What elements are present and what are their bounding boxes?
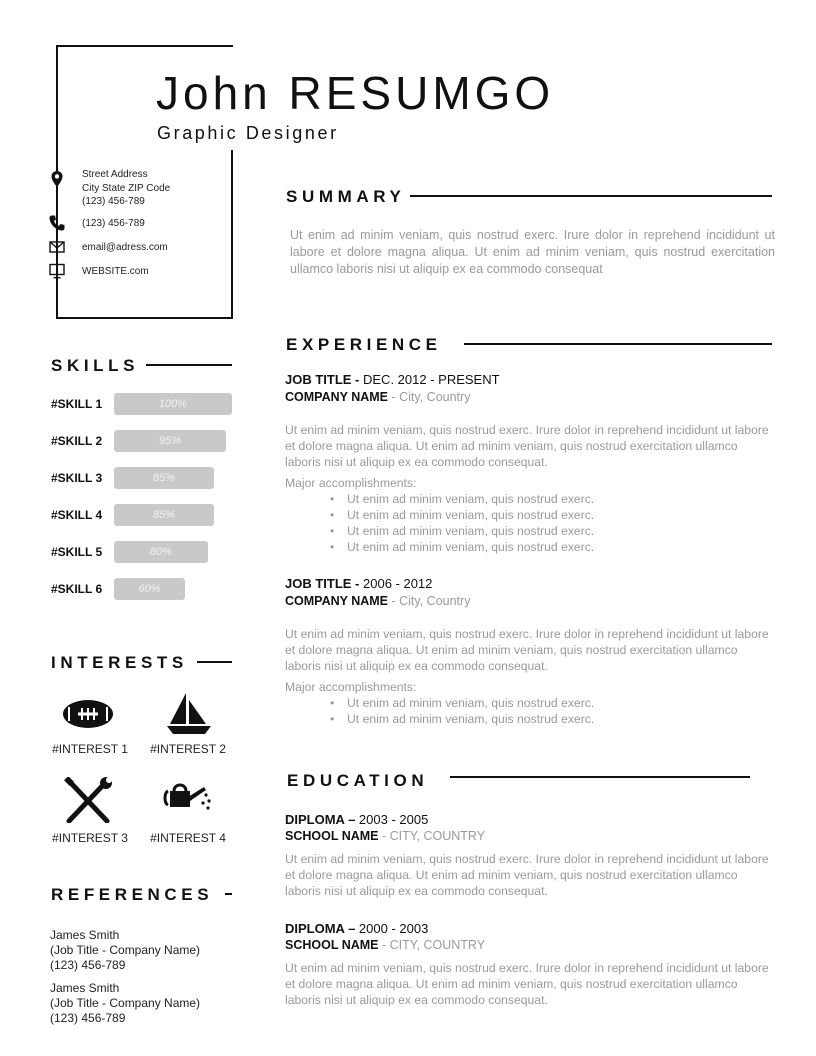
company-location: - City, Country <box>388 594 471 608</box>
address-phone: (123) 456-789 <box>82 196 145 207</box>
education-2-school <box>285 938 485 952</box>
header-frame-right <box>231 150 233 319</box>
skill-label: #SKILL 6 <box>51 582 103 596</box>
skill-label: #SKILL 2 <box>51 434 103 448</box>
website-text[interactable]: WEBSITE.com <box>82 266 149 277</box>
job-1-company <box>285 390 470 404</box>
education-2-diploma <box>285 921 428 936</box>
summary-rule <box>410 195 772 197</box>
school-location: - CITY, COUNTRY <box>378 829 486 843</box>
tools-icon <box>61 777 115 823</box>
phone-icon <box>48 214 66 232</box>
skill-bar <box>114 467 214 489</box>
skill-percent: 80% <box>149 546 173 558</box>
reference-title: (Job Title - Company Name) <box>50 943 201 957</box>
skill-bar <box>114 541 208 563</box>
diploma-label: DIPLOMA – <box>285 921 356 936</box>
job-2-description: Ut enim ad minim veniam, quis nostrud exerc. Irure dolor in reprehend incididunt ut labore et dolore magna aliqua. Ut enim ad minim veniam, quis nostrud exercitation ullamco laboris nisi ut aliquip ex ea commodo consequat. <box>285 627 769 674</box>
job-2-company <box>285 594 470 608</box>
location-icon <box>48 170 66 188</box>
candidate-role: Graphic Designer <box>157 123 339 143</box>
school-name: SCHOOL NAME <box>285 938 379 952</box>
address-line1: Street Address <box>82 169 148 180</box>
references-heading: REFERENCES <box>51 885 214 904</box>
reference-phone: (123) 456-789 <box>50 1011 126 1025</box>
skill-percent: 100% <box>158 398 188 410</box>
skill-label: #SKILL 3 <box>51 471 103 485</box>
interests-rule <box>197 661 232 663</box>
candidate-name: John RESUMGO <box>156 67 555 119</box>
header-frame-bottom <box>56 317 233 319</box>
monitor-icon <box>48 262 66 280</box>
job-1-description: Ut enim ad minim veniam, quis nostrud exerc. Irure dolor in reprehend incididunt ut labore et dolore magna aliqua. Ut enim ad minim veniam, quis nostrud exercitation ullamco laboris nisi ut aliquip ex ea commodo consequat. <box>285 423 769 470</box>
watering-can-icon <box>162 777 216 823</box>
list-item: • Ut enim ad minim veniam, quis nostrud exerc. <box>330 523 594 539</box>
education-1-description: Ut enim ad minim veniam, quis nostrud exerc. Irure dolor in reprehend incididunt ut labore et dolore magna aliqua. Ut enim ad minim veniam, quis nostrud exercitation ullamco laboris nisi ut aliquip ex ea commodo consequat. <box>285 852 769 899</box>
address-line2: City State ZIP Code <box>82 182 171 194</box>
list-item: • Ut enim ad minim veniam, quis nostrud exerc. <box>330 695 594 711</box>
summary-text: Ut enim ad minim veniam, quis nostrud exerc. Irure dolor in reprehend incididunt ut labore et dolore magna aliqua. Ut enim ad minim veniam, quis nostrud exercitation ullamco laboris nisi ut aliquip ex ea commodo consequat <box>290 228 775 276</box>
skill-percent: 85% <box>152 472 176 484</box>
education-1-diploma <box>285 812 428 827</box>
job-2-title <box>285 576 432 591</box>
summary-heading: SUMMARY <box>286 187 406 206</box>
education-2-description: Ut enim ad minim veniam, quis nostrud exerc. Irure dolor in reprehend incididunt ut labore et dolore magna aliqua. Ut enim ad minim veniam, quis nostrud exercitation ullamco laboris nisi ut aliquip ex ea commodo consequat. <box>285 961 769 1008</box>
list-item: • Ut enim ad minim veniam, quis nostrud exerc. <box>330 507 594 523</box>
job-2-accomplishments-label: Major accomplishments: <box>285 680 417 694</box>
job-1-title <box>285 372 500 387</box>
job-dates: DEC. 2012 - PRESENT <box>359 372 500 387</box>
job-dates: 2006 - 2012 <box>359 576 433 591</box>
header-frame-top <box>56 45 233 47</box>
interest-label-2: #INTEREST 2 <box>150 742 226 756</box>
education-1-school <box>285 829 485 843</box>
list-item: • Ut enim ad minim veniam, quis nostrud exerc. <box>330 539 594 555</box>
education-heading: EDUCATION <box>287 771 429 790</box>
job-1-accomplishments <box>330 491 594 555</box>
diploma-label: DIPLOMA – <box>285 812 356 827</box>
football-icon <box>61 690 115 736</box>
job-1-accomplishments-label: Major accomplishments: <box>285 476 417 490</box>
diploma-dates: 2000 - 2003 <box>355 921 429 936</box>
skill-label: #SKILL 1 <box>51 397 103 411</box>
sailboat-icon <box>162 690 216 736</box>
school-name: SCHOOL NAME <box>285 829 379 843</box>
reference-1 <box>50 928 200 973</box>
experience-heading: EXPERIENCE <box>286 335 442 354</box>
job-2-accomplishments <box>330 695 594 727</box>
email-text[interactable]: email@adress.com <box>82 242 168 253</box>
reference-phone: (123) 456-789 <box>50 958 126 972</box>
list-item: • Ut enim ad minim veniam, quis nostrud exerc. <box>330 711 594 727</box>
address-block <box>82 168 170 209</box>
job-title-label: JOB TITLE - <box>285 372 360 387</box>
list-item: • Ut enim ad minim veniam, quis nostrud exerc. <box>330 491 594 507</box>
skills-heading: SKILLS <box>51 356 140 375</box>
school-location: - CITY, COUNTRY <box>378 938 486 952</box>
reference-name: James Smith <box>50 981 120 995</box>
interest-label-3: #INTEREST 3 <box>52 831 128 845</box>
skill-bar <box>114 393 232 415</box>
company-location: - City, Country <box>388 390 471 404</box>
skill-label: #SKILL 5 <box>51 545 103 559</box>
skill-bar <box>114 504 214 526</box>
experience-rule <box>464 343 772 345</box>
skill-bar <box>114 430 226 452</box>
job-title-label: JOB TITLE - <box>285 576 360 591</box>
email-icon <box>48 238 66 256</box>
reference-2 <box>50 981 200 1026</box>
phone-text: (123) 456-789 <box>82 218 145 229</box>
company-name: COMPANY NAME <box>285 390 389 404</box>
skill-label: #SKILL 4 <box>51 508 103 522</box>
skill-bar <box>114 578 185 600</box>
company-name: COMPANY NAME <box>285 594 389 608</box>
skill-percent: 85% <box>152 509 176 521</box>
skill-percent: 60% <box>138 583 161 595</box>
interest-label-4: #INTEREST 4 <box>150 831 226 845</box>
reference-title: (Job Title - Company Name) <box>50 996 201 1010</box>
reference-name: James Smith <box>50 928 120 942</box>
skills-rule <box>146 364 232 366</box>
skill-percent: 95% <box>158 435 182 447</box>
education-rule <box>450 776 750 778</box>
references-rule <box>225 893 232 895</box>
interests-heading: INTERESTS <box>51 653 188 672</box>
diploma-dates: 2003 - 2005 <box>355 812 429 827</box>
interest-label-1: #INTEREST 1 <box>52 742 128 756</box>
